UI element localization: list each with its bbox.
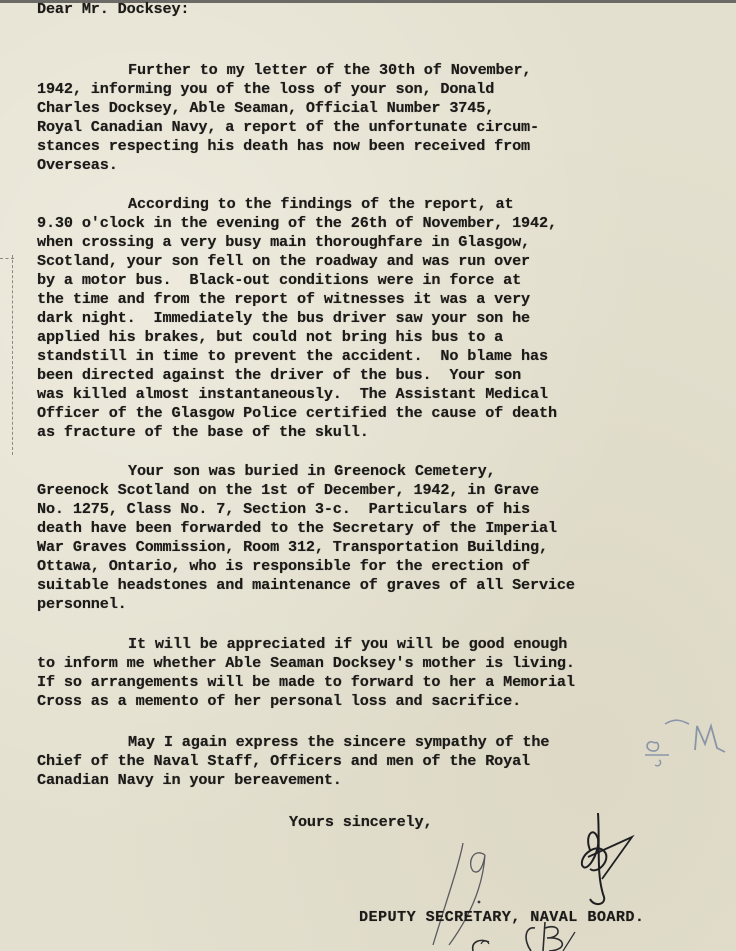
- paragraph-line: Royal Canadian Navy, a report of the unfortunate circum-: [37, 118, 539, 136]
- paragraph-line: If so arrangements will be made to forward to her a Memorial: [37, 673, 575, 691]
- pencil-annotation-gm-icon: [625, 710, 735, 770]
- paragraph-line: Canadian Navy in your bereavement.: [37, 771, 342, 789]
- paragraph-line: It will be appreciated if you will be good enough: [128, 635, 568, 653]
- paragraph-line: Chief of the Naval Staff, Officers and men of the Royal: [37, 752, 531, 770]
- paragraph-line: when crossing a very busy main thoroughfare in Glasgow,: [37, 233, 531, 251]
- paragraph-line: 1942, informing you of the loss of your son, Donald: [37, 80, 495, 98]
- paragraph-line: by a motor bus. Black-out conditions were in force at: [37, 271, 522, 289]
- paragraph-line: stances respecting his death has now been received from: [37, 137, 531, 155]
- paragraph-line: Charles Docksey, Able Seaman, Official Number 3745,: [37, 99, 495, 117]
- paragraph-line: War Graves Commission, Room 312, Transportation Building,: [37, 538, 548, 556]
- closing: Yours sincerely,: [289, 813, 433, 831]
- paragraph-line: dark night. Immediately the bus driver saw your son he: [37, 309, 531, 327]
- handwritten-sb-icon: [465, 918, 585, 951]
- paragraph-line: Your son was buried in Greenock Cemetery,: [128, 462, 496, 480]
- paragraph-line: to inform me whether Able Seaman Docksey's mother is living.: [37, 654, 575, 672]
- paragraph-line: suitable headstones and maintenance of graves of all Service: [37, 576, 575, 594]
- paragraph-line: was killed almost instantaneously. The Assistant Medical: [37, 385, 548, 403]
- paragraph-line: Overseas.: [37, 156, 118, 174]
- paragraph-line: Cross as a memento of her personal loss and sacrifice.: [37, 692, 522, 710]
- paragraph-line: Ottawa, Ontario, who is responsible for the erection of: [37, 557, 531, 575]
- paragraph-line: applied his brakes, but could not bring his bus to a: [37, 328, 504, 346]
- paragraph-line: 9.30 o'clock in the evening of the 26th of November, 1942,: [37, 214, 557, 232]
- paragraph-line: the time and from the report of witnesses it was a very: [37, 290, 531, 308]
- salutation: Dear Mr. Docksey:: [37, 0, 190, 18]
- paragraph-line: Scotland, your son fell on the roadway and was run over: [37, 252, 531, 270]
- paragraph-line: standstill in time to prevent the accident. No blame has: [37, 347, 548, 365]
- paragraph-line: Greenock Scotland on the 1st of December, 1942, in Grave: [37, 481, 539, 499]
- paragraph-line: According to the findings of the report, at: [128, 195, 514, 213]
- signature-initials-icon: [560, 805, 650, 915]
- paragraph-line: personnel.: [37, 595, 127, 613]
- paragraph-line: Officer of the Glasgow Police certified the cause of death: [37, 404, 557, 422]
- margin-bracket-mark-vertical: [12, 255, 15, 455]
- signature-title: DEPUTY SECRETARY, NAVAL BOARD.: [359, 908, 645, 926]
- paragraph-line: been directed against the driver of the bus. Your son: [37, 366, 522, 384]
- paragraph-line: May I again express the sincere sympathy of the: [128, 733, 550, 751]
- paragraph-line: No. 1275, Class No. 7, Section 3-c. Particulars of his: [37, 500, 531, 518]
- paragraph-line: Further to my letter of the 30th of November,: [128, 61, 532, 79]
- paragraph-line: death have been forwarded to the Secretary of the Imperial: [37, 519, 557, 537]
- paragraph-line: as fracture of the base of the skull.: [37, 423, 369, 441]
